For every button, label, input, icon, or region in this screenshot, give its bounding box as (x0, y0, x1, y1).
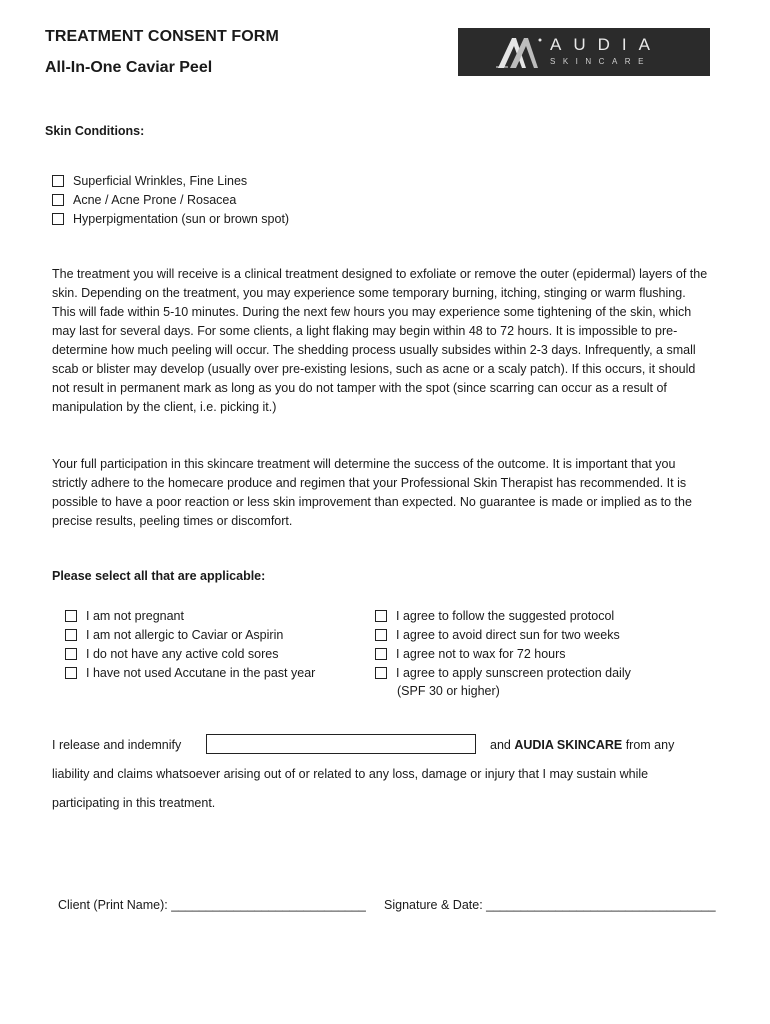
applicable-checkbox[interactable] (65, 648, 77, 660)
skin-conditions-list (52, 171, 289, 228)
applicable-item (375, 663, 631, 682)
skin-conditions-heading: Skin Conditions: (45, 124, 145, 138)
applicable-label: I do not have any active cold sores (86, 646, 279, 661)
applicable-label: I have not used Accutane in the past year (86, 665, 316, 680)
audia-monogram-icon (496, 34, 544, 70)
applicable-label: I agree to apply sunscreen protection daily (396, 665, 631, 680)
applicable-item (375, 625, 631, 644)
applicable-right-column (375, 606, 631, 701)
applicable-item (65, 606, 315, 625)
applicable-label: I am not allergic to Caviar or Aspirin (86, 627, 284, 642)
applicable-checkbox[interactable] (65, 667, 77, 679)
condition-item (52, 190, 289, 209)
applicable-item (375, 606, 631, 625)
form-subtitle: All-In-One Caviar Peel (45, 59, 213, 76)
treatment-description: The treatment you will receive is a clinical treatment designed to exfoliate or remove the outer (epidermal) layers of the skin. Depending on the treatment, you may experience some temporary burning, itching, stinging or warm flushing. This will fade within 5-10 minutes. During the next few hours you may experience some tightening of the skin, which may last for several days. For some clients, a light flaking may begin within 48 to 72 hours. It is impossible to pre-determine how much peeling will occur. The shedding process usually subsides within 2-3 days. Infrequently, a small scab or blister may develop (usually over pre-existing lesions, such as acne or a scaly patch). If this occurs, it should not result in permanent mark as long as you do not tamper with the spot (since scarring can occur as a result of manipulation by the client, i.e. picking it.) (52, 267, 708, 414)
applicable-item (375, 644, 631, 663)
brand-logo (458, 28, 710, 76)
applicable-heading: Please select all that are applicable: (52, 569, 266, 583)
release-line-2: liability and claims whatsoever arising out of or related to any loss, damage or injury that I may sustain while (52, 767, 649, 781)
release-prefix: I release and indemnify (52, 738, 182, 752)
applicable-item (65, 625, 315, 644)
applicable-checkbox[interactable] (375, 648, 387, 660)
logo-wordmark: AUDIA (550, 35, 662, 54)
participation-paragraph: Your full participation in this skincare treatment will determine the success of the outcome. It is important that you strictly adhere to the homecare produce and regimen that your Professional Skin Therapist has recommended. It is possible to have a poor reaction or less skin improvement than expected. No guarantee is made or implied as to the precise results, peeling times or discomfort. (52, 457, 692, 528)
condition-label: Acne / Acne Prone / Rosacea (73, 192, 237, 207)
condition-checkbox[interactable] (52, 175, 64, 187)
applicable-checkbox[interactable] (375, 629, 387, 641)
applicable-item (65, 663, 315, 682)
spf-note: (SPF 30 or higher) (397, 684, 500, 698)
condition-item (52, 209, 289, 228)
client-print-name-field[interactable]: Client (Print Name): ____________________________ (58, 898, 366, 912)
release-and: and (490, 738, 511, 752)
condition-item (52, 171, 289, 190)
release-suffix (490, 738, 674, 752)
applicable-checkbox[interactable] (65, 610, 77, 622)
applicable-label: I agree not to wax for 72 hours (396, 646, 566, 661)
applicable-item (65, 644, 315, 663)
signature-date-field[interactable]: Signature & Date: _________________________________ (384, 898, 716, 912)
release-line-3: participating in this treatment. (52, 796, 216, 810)
applicable-checkbox[interactable] (375, 610, 387, 622)
applicable-left-column (65, 606, 315, 682)
form-title: TREATMENT CONSENT FORM (45, 28, 279, 45)
logo-subtitle: SKINCARE (550, 57, 651, 66)
applicable-label: I agree to follow the suggested protocol (396, 608, 615, 623)
condition-checkbox[interactable] (52, 213, 64, 225)
release-from-any: from any (625, 738, 675, 752)
applicable-checkbox[interactable] (375, 667, 387, 679)
condition-label: Hyperpigmentation (sun or brown spot) (73, 211, 290, 226)
indemnify-name-field[interactable] (206, 734, 476, 754)
condition-checkbox[interactable] (52, 194, 64, 206)
applicable-label: I agree to avoid direct sun for two weeks (396, 627, 620, 642)
condition-label: Superficial Wrinkles, Fine Lines (73, 173, 248, 188)
applicable-checkbox[interactable] (65, 629, 77, 641)
company-name: AUDIA SKINCARE (514, 738, 623, 752)
applicable-label: I am not pregnant (86, 608, 184, 623)
